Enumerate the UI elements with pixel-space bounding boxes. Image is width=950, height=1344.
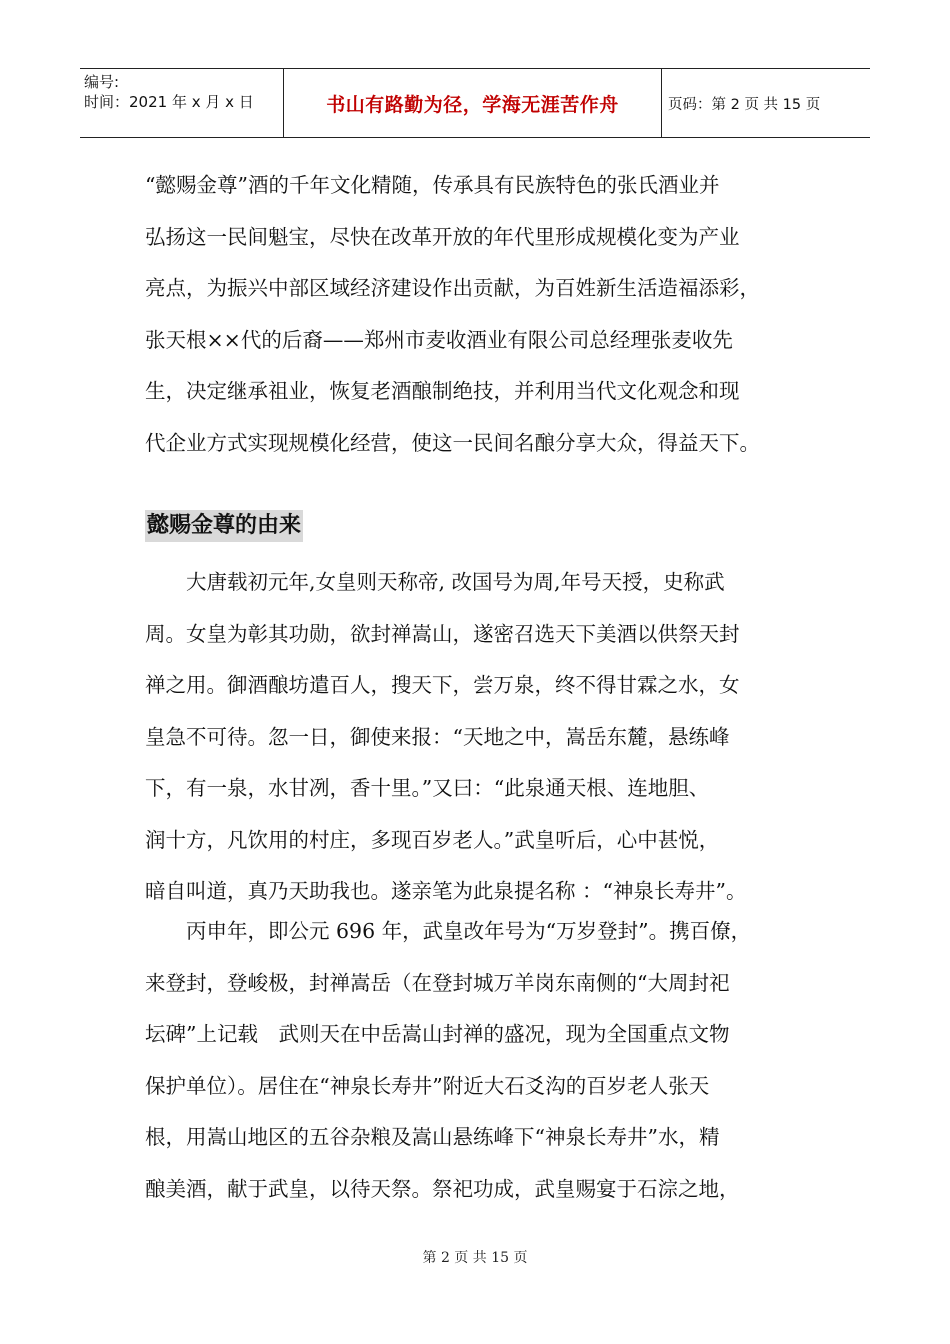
header-time-label: 时间：2021 年 x 月 x 日	[84, 93, 254, 111]
body-line: 保护单位）。居住在“神泉长寿井”附近大石爻沟的百岁老人张天	[145, 1073, 710, 1098]
page-footer: 第 2 页 共 15 页	[422, 1250, 528, 1266]
body-line: 暗自叫道，真乃天助我也。遂亲笔为此泉提名称 ：“神泉长寿井”。	[145, 879, 747, 903]
section-heading: 懿赐金尊的由来	[145, 510, 303, 542]
intro-line: 生，决定继承祖业，恢复老酒酿制绝技，并利用当代文化观念和现	[145, 379, 740, 403]
header-meta-cell	[80, 69, 284, 137]
intro-paragraph	[145, 160, 825, 469]
header-motto: 书山有路勤为径，学海无涯苦作舟	[284, 69, 662, 137]
header-page-info: 页码：第 2 页 共 15 页	[668, 96, 821, 113]
body-line: 坛碑”上记载 武则天在中岳嵩山封禅的盛况，现为全国重点文物	[145, 1022, 730, 1046]
intro-line: 亮点，为振兴中部区域经济建设作出贡献，为百姓新生活造福添彩，	[145, 276, 760, 300]
header-number-label: 编号:	[84, 73, 120, 91]
body-line: 禅之用。御酒酿坊遣百人，搜天下，尝万泉，终不得甘霖之水，女	[145, 673, 740, 697]
body-line: 根，用嵩山地区的五谷杂粮及嵩山悬练峰下“神泉长寿井”水，精	[145, 1125, 720, 1149]
intro-line: 代企业方式实现规模化经营，使这一民间名酿分享大众，得益天下。	[145, 430, 760, 455]
header-table	[80, 68, 870, 138]
body-line: 周。女皇为彰其功勋，欲封禅嵩山，遂密召选天下美酒以供祭天封	[145, 621, 740, 646]
origin-paragraph-2	[145, 906, 825, 1215]
origin-paragraph-1	[145, 557, 825, 918]
body-line: 润十方，凡饮用的村庄，多现百岁老人。”武皇听后，心中甚悦，	[145, 827, 720, 852]
intro-line: 弘扬这一民间魁宝，尽快在改革开放的年代里形成规模化变为产业	[145, 224, 740, 249]
intro-line: 张天根××代的后裔——郑州市麦收酒业有限公司总经理张麦收先	[145, 327, 733, 352]
body-line: 来登封，登峻极，封禅嵩岳（在登封城万羊岗东南侧的“大周封祀	[145, 970, 730, 995]
body-line: 丙申年，即公元 696 年，武皇改年号为“万岁登封”。携百僚，	[145, 919, 752, 943]
body-line: 酿美酒，献于武皇，以待天祭。祭祀功成，武皇赐宴于石淙之地，	[145, 1176, 740, 1201]
body-line: 下，有一泉，水甘冽，香十里。”又曰：“此泉通天根、连地胆、	[145, 776, 710, 800]
body-line: 皇急不可待。忽一日，御使来报：“天地之中，嵩岳东麓，悬练峰	[145, 724, 730, 749]
intro-line: “懿赐金尊”酒的千年文化精随，传承具有民族特色的张氏酒业并	[145, 173, 720, 197]
body-line: 大唐载初元年,女皇则天称帝, 改国号为周,年号天授，史称武	[145, 570, 725, 594]
